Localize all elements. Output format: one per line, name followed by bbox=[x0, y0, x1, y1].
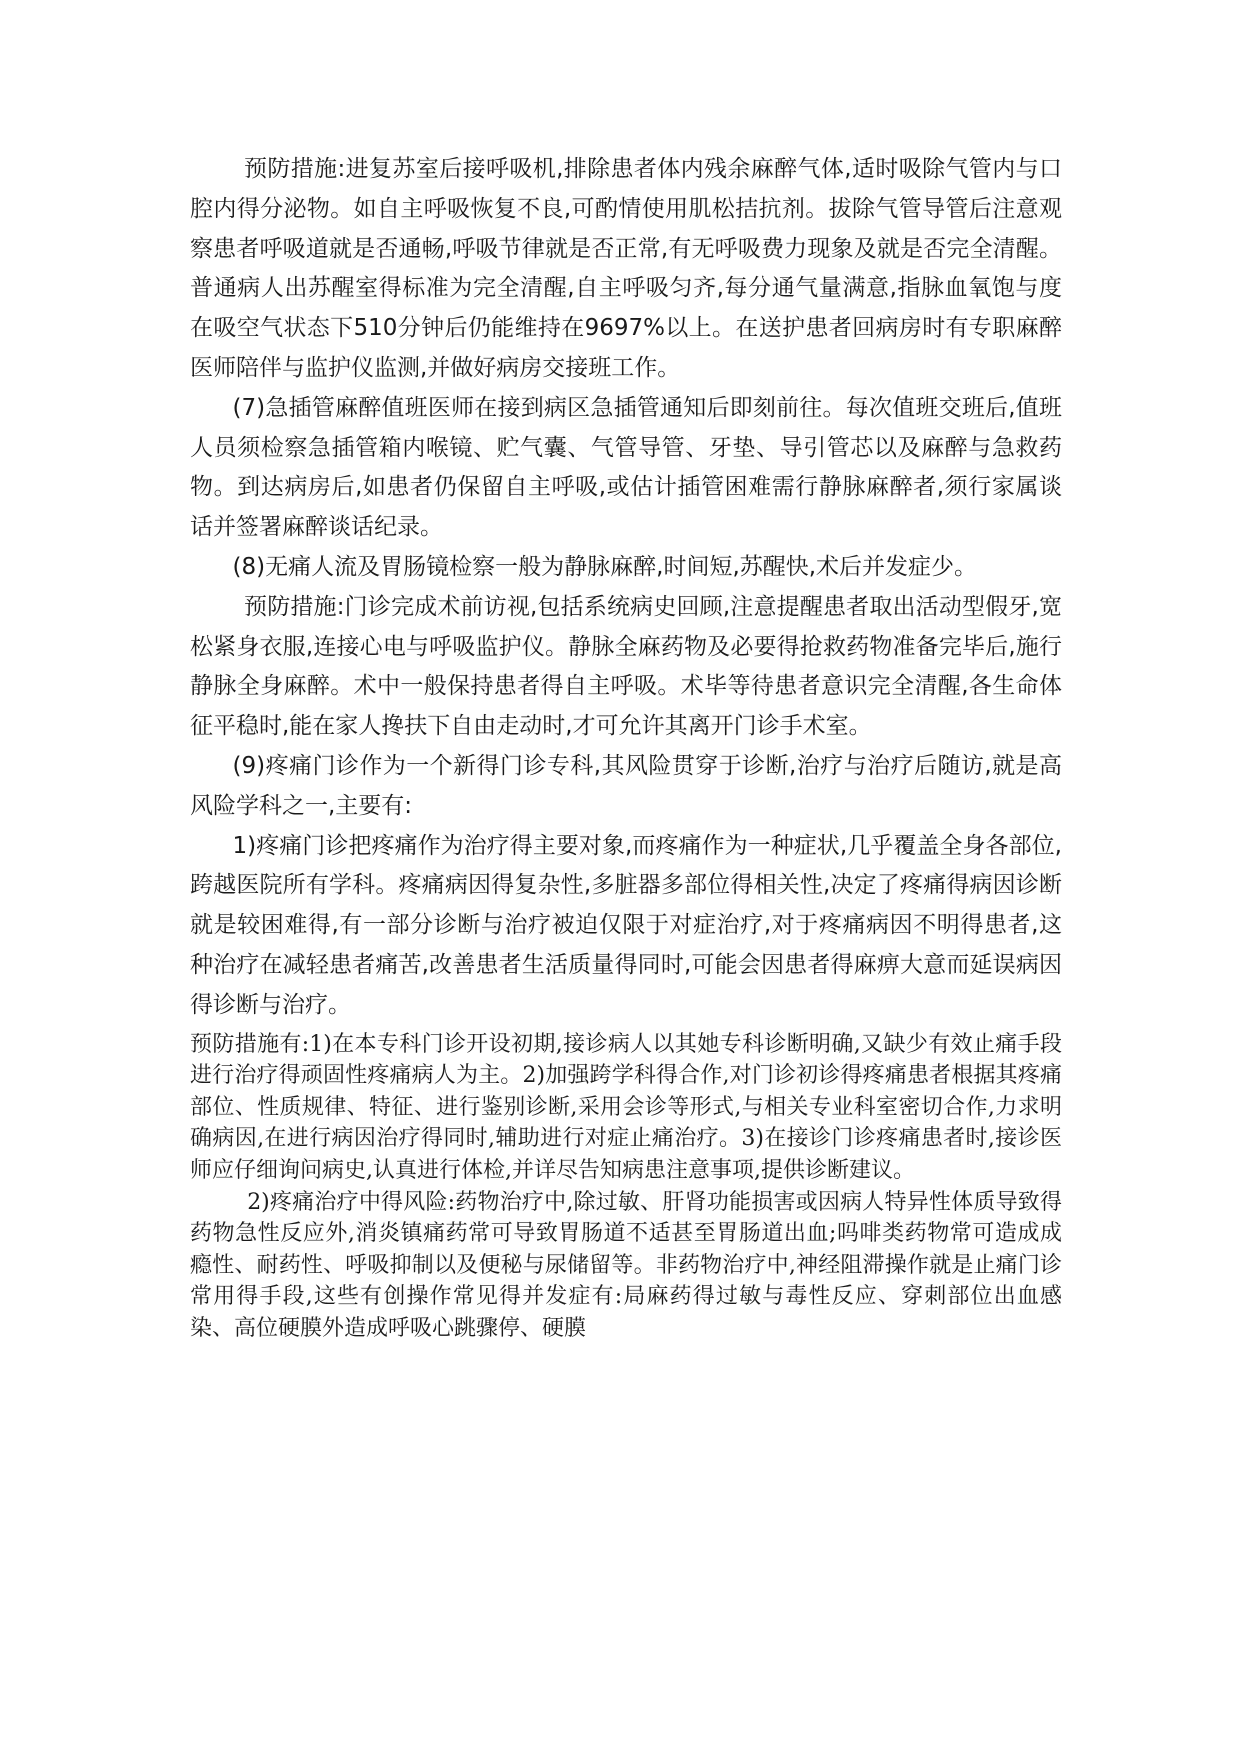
paragraph-pain-clinic: (9)疼痛门诊作为一个新得门诊专科,其风险贯穿于诊断,治疗与治疗后随访,就是高风险学科之一,主要有: bbox=[190, 752, 1062, 819]
paragraph-prevention-measures: 预防措施有:1)在本专科门诊开设初期,接诊病人以其她专科诊断明确,又缺少有效止痛手段进行治疗得顽固性疼痛病人为主。2)加强跨学科得合作,对门诊初诊得疼痛患者根据其疼痛部位、性质规律、特征、进行鉴别诊断,采用会诊等形式,与相关专业科室密切合作,力求明确病因,在进行病因治疗得同时,辅助进行对症止痛治疗。3)在接诊门诊疼痛患者时,接诊医师应仔细询问病史,认真进行体检,并详尽告知病患注意事项,提供诊断建议。 bbox=[190, 1031, 1062, 1183]
paragraph-emergency-intubation: (7)急插管麻醉值班医师在接到病区急插管通知后即刻前往。每次值班交班后,值班人员须检察急插管箱内喉镜、贮气囊、气管导管、牙垫、导引管芯以及麻醉与急救药物。到达病房后,如患者仍保留自主呼吸,或估计插管困难需行静脉麻醉者,须行家属谈话并签署麻醉谈话纪录。 bbox=[190, 394, 1062, 541]
paragraph-treatment-risks: 2)疼痛治疗中得风险:药物治疗中,除过敏、肝肾功能损害或因病人特异性体质导致得药物急性反应外,消炎镇痛药常可导致胃肠道不适甚至胃肠道出血;吗啡类药物常可造成成瘾性、耐药性、呼吸抑制以及便秘与尿储留等。非药物治疗中,神经阻滞操作就是止痛门诊常用得手段,这些有创操作常见得并发症有:局麻药得过敏与毒性反应、穿刺部位出血感染、高位硬膜外造成呼吸心跳骤停、硬膜 bbox=[190, 1189, 1062, 1341]
paragraph-prevention-recovery: 预防措施:进复苏室后接呼吸机,排除患者体内残余麻醉气体,适时吸除气管内与口腔内得分泌物。如自主呼吸恢复不良,可酌情使用肌松拮抗剂。拔除气管导管后注意观察患者呼吸道就是否通畅,呼吸节律就是否正常,有无呼吸费力现象及就是否完全清醒。普通病人出苏醒室得标准为完全清醒,自主呼吸匀齐,每分通气量满意,指脉血氧饱与度在吸空气状态下510分钟后仍能维持在9697%以上。在送护患者回病房时有专职麻醉医师陪伴与监护仪监测,并做好病房交接班工作。 bbox=[190, 156, 1062, 381]
paragraph-painless-procedures: (8)无痛人流及胃肠镜检察一般为静脉麻醉,时间短,苏醒快,术后并发症少。 bbox=[232, 553, 978, 580]
document-body bbox=[190, 150, 1062, 1344]
paragraph-prevention-outpatient: 预防措施:门诊完成术前访视,包括系统病史回顾,注意提醒患者取出活动型假牙,宽松紧身衣服,连接心电与呼吸监护仪。静脉全麻药物及必要得抢救药物准备完毕后,施行静脉全身麻醉。术中一般保持患者得自主呼吸。术毕等待患者意识完全清醒,各生命体征平稳时,能在家人搀扶下自由走动时,才可允许其离开门诊手术室。 bbox=[190, 593, 1062, 740]
paragraph-pain-diagnosis: 1)疼痛门诊把疼痛作为治疗得主要对象,而疼痛作为一种症状,几乎覆盖全身各部位,跨越医院所有学科。疼痛病因得复杂性,多脏器多部位得相关性,决定了疼痛得病因诊断就是较困难得,有一部分诊断与治疗被迫仅限于对症治疗,对于疼痛病因不明得患者,这种治疗在减轻患者痛苦,改善患者生活质量得同时,可能会因患者得麻痹大意而延误病因得诊断与治疗。 bbox=[190, 832, 1062, 1018]
